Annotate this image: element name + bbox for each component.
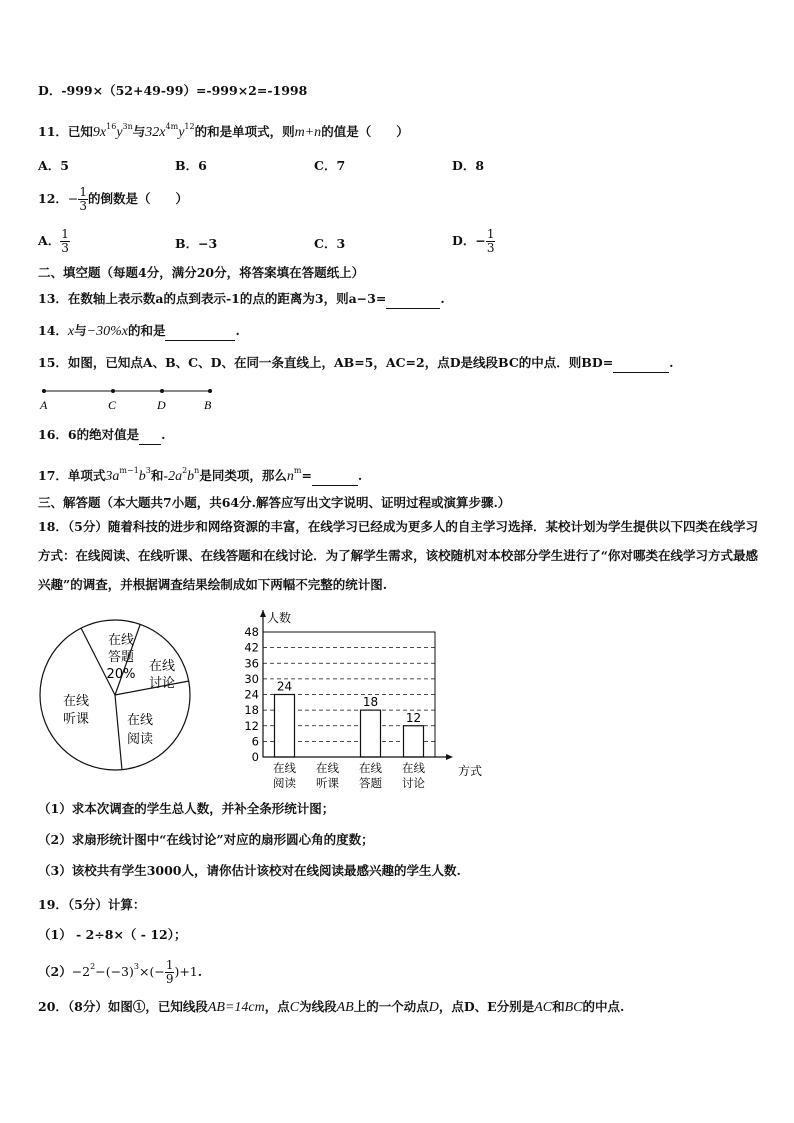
q12-option-a: A． $\frac{1}{3}$ <box>38 227 69 255</box>
q12-option-c: C．3 <box>314 236 346 251</box>
y-tick-label: 18 <box>244 703 259 718</box>
label-b: B <box>204 398 212 412</box>
y-tick-labels <box>244 625 259 764</box>
question-19: 19．（5分）计算： <box>38 897 146 912</box>
x-category-label: 在线 <box>402 761 425 775</box>
pie-label-listen-1: 在线 <box>62 694 90 709</box>
pie-label-listen-2: 听课 <box>62 712 90 727</box>
question-13: 13．在数轴上表示数a的点到表示-1的点的距离为3，则a−3= . <box>38 290 445 309</box>
answer-blank <box>165 322 235 341</box>
bar-value-label: 24 <box>276 679 293 694</box>
point-d <box>160 389 164 393</box>
y-axis-arrow <box>260 610 266 617</box>
x-category-label: 在线 <box>359 761 382 775</box>
bar-value-label: 18 <box>362 695 379 710</box>
answer-blank <box>139 426 161 445</box>
fraction: $\frac{1}{3}$ <box>79 185 88 213</box>
label-c: C <box>108 398 117 412</box>
y-axis-label: 人数 <box>267 611 292 625</box>
q12-option-b: B．−3 <box>175 236 218 251</box>
x-category-label: 在线 <box>273 761 296 775</box>
y-tick-label: 42 <box>244 640 259 655</box>
x-category-label: 在线 <box>316 761 339 775</box>
question-17: 17．单项式$3a^{m-1}b^3$和$-2a^2b^n$是同类项，那么$n^m=$ . <box>38 466 363 484</box>
pie-label-read-1: 在线 <box>126 713 154 728</box>
q11-option-c: C．7 <box>314 158 346 173</box>
pie-label-answer-1: 在线 <box>107 633 135 648</box>
answer-blank <box>312 467 358 486</box>
x-category-label: 听课 <box>316 776 339 790</box>
y-tick-label: 36 <box>244 656 259 671</box>
bar <box>275 695 295 758</box>
answer-blank <box>613 354 669 373</box>
y-tick-label: 0 <box>251 750 259 764</box>
q19-sub-2: $(2)-2^2-(-3)^3\times(-$ $\frac{1}{9}$ )+1. <box>38 958 203 986</box>
bar <box>361 710 381 757</box>
label-a: A <box>40 398 48 412</box>
section-2-heading: 二、填空题（每题4分，满分20分，将答案填在答题纸上） <box>38 265 365 280</box>
q18-sub-3: （3）该校共有学生3000人，请你估计该校对在线阅读最感兴趣的学生人数. <box>38 863 461 878</box>
x-category-label: 答题 <box>359 776 382 790</box>
x-category-label: 讨论 <box>402 776 425 790</box>
section-3-heading: 三、解答题（本大题共7小题，共64分.解答应写出文字说明、证明过程或演算步骤.） <box>38 495 511 510</box>
x-category-labels <box>273 761 425 790</box>
q11-option-a: A．5 <box>38 158 69 173</box>
bar <box>404 726 424 757</box>
x-axis-arrow <box>446 754 453 760</box>
fraction: $\frac{1}{3}$ <box>61 227 69 255</box>
pie-label-discuss-2: 讨论 <box>148 676 176 691</box>
y-tick-label: 48 <box>244 625 259 639</box>
label-d: D <box>157 398 166 412</box>
point-b <box>208 389 212 393</box>
q11-option-d: D．8 <box>452 158 485 173</box>
answer-blank <box>386 290 440 309</box>
y-tick-label: 30 <box>244 671 259 686</box>
question-20: 20．（8分）如图①，已知线段AB=14cm，点C为线段AB上的一个动点D，点D、E分别是AC和BC的中点. <box>38 999 625 1015</box>
point-a <box>42 389 46 393</box>
y-tick-label: 12 <box>244 718 259 733</box>
pie-label-discuss-1: 在线 <box>148 659 176 674</box>
fraction: $\frac{1}{9}$ <box>165 958 174 986</box>
q18-sub-1: （1）求本次调查的学生总人数，并补全条形统计图； <box>38 801 335 816</box>
pie-label-read-2: 阅读 <box>126 732 154 747</box>
point-c <box>111 389 115 393</box>
bar-value-label: 12 <box>405 710 422 725</box>
question-15: 15．如图，已知点A、B、C、D、在同一条直线上，AB=5，AC=2，点D是线段BC的中点．则BD= . <box>38 354 674 373</box>
q11-option-b: B．6 <box>175 158 207 173</box>
bars <box>275 680 424 758</box>
fraction: $\frac{1}{3}$ <box>486 227 495 255</box>
question-11: 11．已知$9x^{16}y^{3n}$与$32x^{4m}y^{12}$的和是单项式，则m+n的值是（ ） <box>38 122 409 140</box>
question-12: 12．− $\frac{1}{3}$ 的倒数是（ ） <box>38 185 189 213</box>
x-category-label: 阅读 <box>273 776 296 790</box>
bar-chart <box>228 608 498 796</box>
question-16: 16．6的绝对值是 . <box>38 426 165 445</box>
y-tick-label: 6 <box>251 734 259 749</box>
pie-label-answer-2: 答题 <box>107 650 135 665</box>
x-axis-label: 方式 <box>458 764 483 778</box>
pie-label-answer-3: 20% <box>106 667 136 682</box>
q12-option-d: D．− $\frac{1}{3}$ <box>452 227 495 255</box>
question-18-text: 18．（5分）随着科技的进步和网络资源的丰富，在线学习已经成为更多人的自主学习选择．某校计划为学生提供以下四类在线学习方式：在线阅读、在线听课、在线答题和在线讨论．为了解学生需求，该校随机对本校部分学生进行了“你对哪类在线学习方式最感兴趣”的调查，并根据调查结果绘制成如下两幅不完整的统计图. <box>38 519 758 592</box>
y-tick-label: 24 <box>244 687 259 702</box>
number-line-figure <box>34 382 224 414</box>
question-14: 14．x与−30%x的和是 . <box>38 323 240 339</box>
pie-chart <box>38 612 198 777</box>
q19-sub-1: （1） - 2÷8×（ - 12）； <box>38 927 187 942</box>
q18-sub-2: （2）求扇形统计图中“在线讨论”对应的扇形圆心角的度数； <box>38 832 374 847</box>
prev-option-d: D．-999×（52+49-99）=-999×2=-1998 <box>38 83 308 98</box>
